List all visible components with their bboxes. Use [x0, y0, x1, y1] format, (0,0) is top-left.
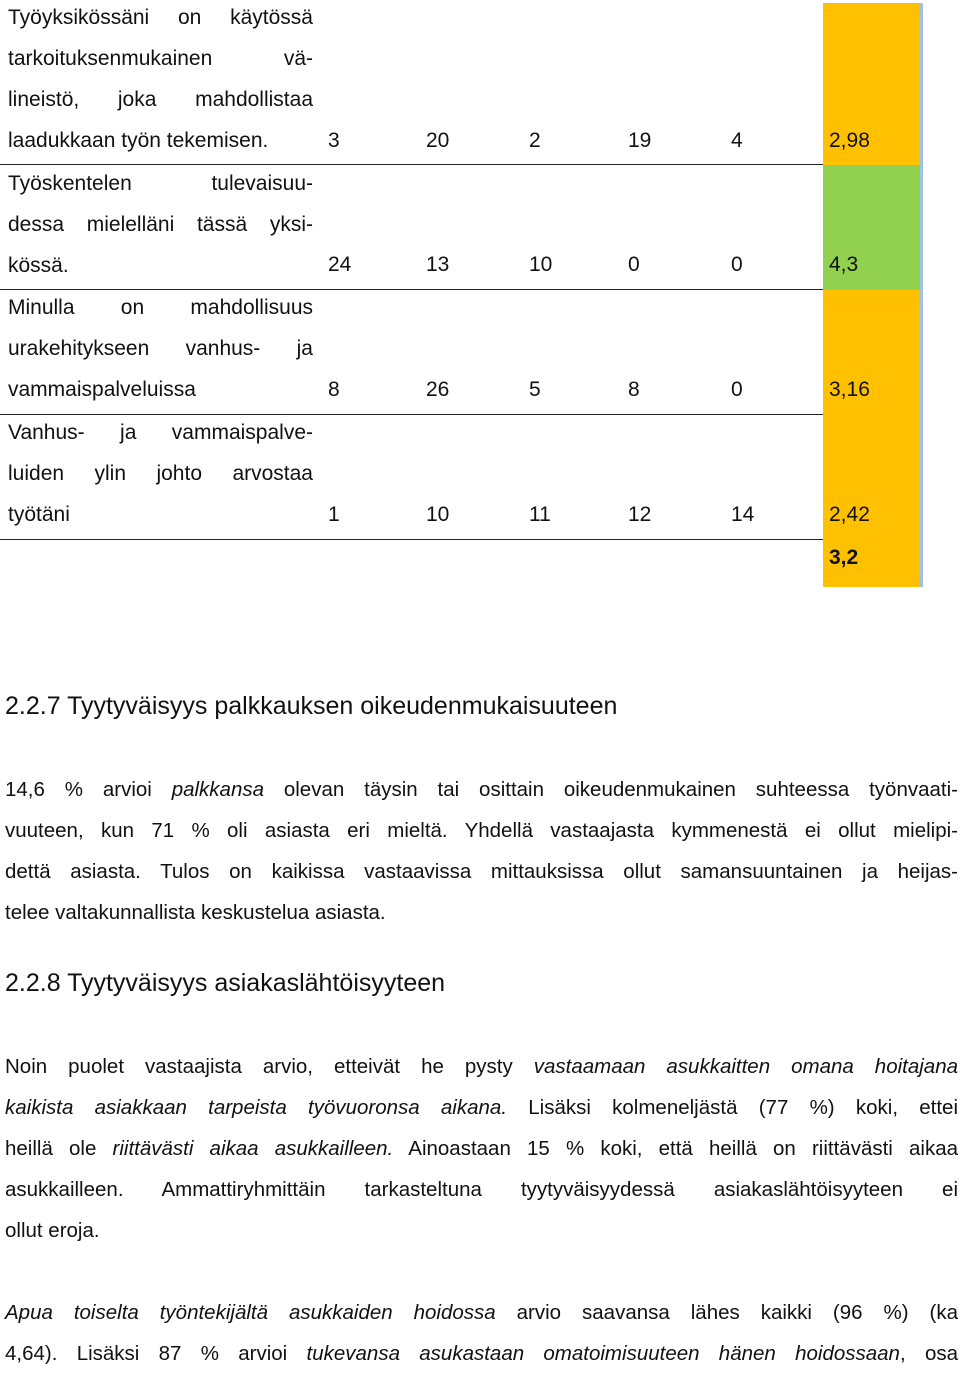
value-cell: 19: [628, 129, 652, 152]
value-cell: 20: [426, 129, 450, 152]
italic-text-span: riittävästi aikaa asukkailleen.: [112, 1137, 394, 1160]
text-span: , osa: [899, 1342, 959, 1365]
paragraph-line: [5, 769, 958, 810]
table-row: [0, 0, 960, 165]
row-label-line: urakehitykseen vanhus- ja: [8, 337, 313, 360]
value-cell: 13: [426, 253, 450, 276]
value-cell: 0: [628, 253, 640, 276]
row-label-line: Työskentelen tulevaisuu-: [8, 172, 313, 195]
row-label: [8, 0, 313, 161]
value-cell: 8: [628, 378, 640, 401]
section-228-paragraph-2: [5, 1292, 958, 1374]
value-cell: 12: [628, 503, 652, 526]
text-span: heillä ole: [5, 1137, 113, 1160]
paragraph-line: dettä asiasta. Tulos on kaikissa vastaavissa mittauksissa ollut samansuuntainen ja heijas-: [5, 860, 958, 883]
row-label-line: vammaispalveluissa: [8, 378, 196, 401]
paragraph-line: telee valtakunnallista keskustelua asiasta.: [5, 901, 386, 924]
paragraph-line: [5, 1292, 958, 1333]
row-label-line: Minulla on mahdollisuus: [8, 296, 313, 319]
value-cell: 11: [529, 503, 551, 526]
value-cell: 10: [426, 503, 450, 526]
value-cell: 26: [426, 378, 450, 401]
italic-text-span: Apua toiselta työntekijältä asukkaiden hoidossa: [5, 1301, 496, 1324]
value-cell: 3: [328, 129, 340, 152]
paragraph-line: vuuteen, kun 71 % oli asiasta eri mieltä. Yhdellä vastaajasta kymmenestä ei ollut mielipi-: [5, 819, 958, 842]
value-cell: 5: [529, 378, 541, 401]
row-label-line: laadukkaan työn tekemisen.: [8, 129, 269, 152]
italic-text-span: tukevansa asukastaan omatoimisuuteen hänen hoidossaan: [306, 1342, 900, 1365]
section-heading-228: 2.2.8 Tyytyväisyys asiakaslähtöisyyteen: [5, 969, 446, 997]
row-label-line: lineistö, joka mahdollistaa: [8, 88, 313, 111]
paragraph-line: asukkailleen. Ammattiryhmittäin tarkasteltuna tyytyväisyydessä asiakaslähtöisyyteen ei: [5, 1178, 958, 1201]
section-228-paragraph-1: [5, 1046, 958, 1251]
row-label-line: Työyksikössäni on käytössä: [8, 6, 313, 29]
row-label: [8, 163, 313, 286]
average-cell: 2,98: [829, 129, 870, 152]
table-row: [0, 415, 960, 540]
row-label-line: tarkoituksenmukainen vä-: [8, 47, 313, 70]
paragraph-line: [5, 1087, 958, 1128]
table-row: [0, 290, 960, 415]
value-cell: 14: [731, 503, 755, 526]
text-span: 4,64). Lisäksi 87 % arvioi: [5, 1342, 307, 1365]
row-label-line: työtäni: [8, 503, 70, 526]
average-cell: 2,42: [829, 503, 870, 526]
section-heading-227: 2.2.7 Tyytyväisyys palkkauksen oikeudenmukaisuuteen: [5, 692, 618, 720]
average-cell: 3,16: [829, 378, 870, 401]
table-row: [0, 165, 960, 290]
section-227-paragraph: [5, 769, 958, 933]
row-label: [8, 287, 313, 410]
italic-text-span: palkkansa: [171, 778, 264, 801]
row-label-line: Vanhus- ja vammaispalve-: [8, 421, 313, 444]
text-span: Ainoastaan 15 % koki, että heillä on riittävästi aikaa: [393, 1137, 958, 1160]
paragraph-line: [5, 1128, 958, 1169]
value-cell: 1: [328, 503, 340, 526]
row-label-line: luiden ylin johto arvostaa: [8, 462, 313, 485]
value-cell: 2: [529, 129, 541, 152]
value-cell: 24: [328, 253, 352, 276]
row-label-line: dessa mielelläni tässä yksi-: [8, 213, 313, 236]
value-cell: 0: [731, 253, 743, 276]
text-span: arvio saavansa lähes kaikki (96 %) (ka: [495, 1301, 958, 1324]
value-cell: 8: [328, 378, 340, 401]
row-label: [8, 412, 313, 535]
text-span: Noin puolet vastaajista arvio, etteivät he pysty: [5, 1055, 534, 1078]
value-cell: 10: [529, 253, 553, 276]
row-label-line: kössä.: [8, 254, 69, 277]
paragraph-line: [5, 1046, 958, 1087]
total-average-cell: 3,2: [829, 546, 859, 569]
italic-text-span: kaikista asiakkaan tarpeista työvuoronsa aikana.: [5, 1096, 508, 1119]
text-span: 14,6 % arvioi: [5, 778, 172, 801]
text-span: olevan täysin tai osittain oikeudenmukainen suhteessa työnvaati-: [264, 778, 958, 801]
row-divider: [0, 539, 823, 540]
italic-text-span: vastaamaan asukkaitten omana hoitajana: [533, 1055, 958, 1078]
paragraph-line: ollut eroja.: [5, 1219, 100, 1242]
value-cell: 0: [731, 378, 743, 401]
text-span: Lisäksi kolmeneljästä (77 %) koki, ettei: [507, 1096, 958, 1119]
value-cell: 4: [731, 129, 743, 152]
average-cell: 4,3: [829, 253, 859, 276]
